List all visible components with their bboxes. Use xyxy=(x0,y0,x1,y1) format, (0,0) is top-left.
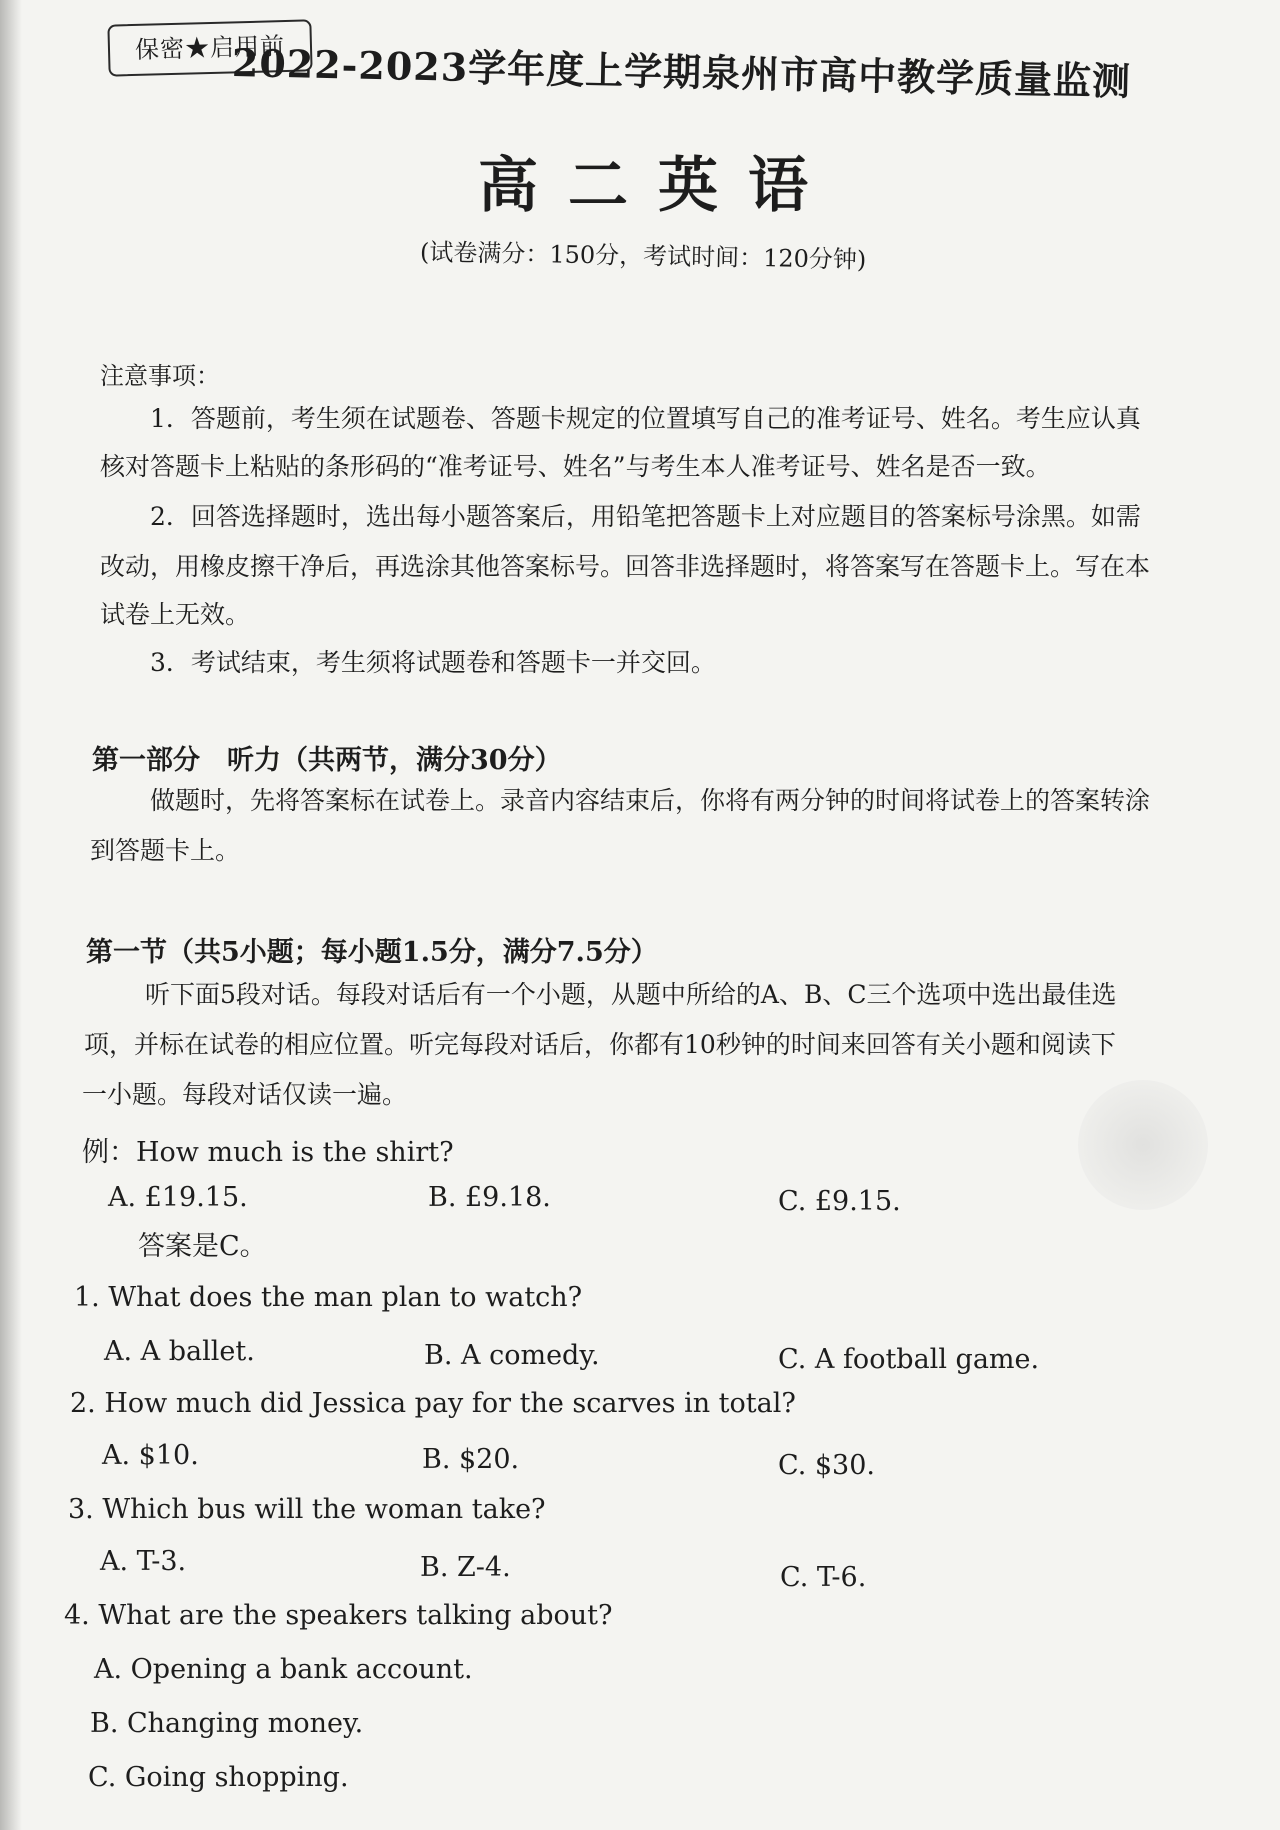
question-3: 3. Which bus will the woman take? xyxy=(68,1494,546,1525)
section1-heading: 第一节（共5小题；每小题1.5分，满分7.5分） xyxy=(86,937,658,968)
section1-line: 听下面5段对话。每段对话后有一个小题，从题中所给的A、B、C三个选项中选出最佳选 xyxy=(145,980,1117,1009)
question-4-option-c: C. Going shopping. xyxy=(88,1762,349,1793)
example-answer: 答案是C。 xyxy=(138,1231,267,1262)
confidential-label: 保密★启用前 xyxy=(107,19,312,76)
question-2: 2. How much did Jessica pay for the scarves in total? xyxy=(70,1388,796,1419)
question-3-option-c: C. T-6. xyxy=(780,1562,867,1593)
question-1-option-a: A. A ballet. xyxy=(104,1336,255,1367)
example-option-b: B. £9.18. xyxy=(428,1182,551,1213)
exam-info: (试卷满分：150分，考试时间：120分钟) xyxy=(419,238,867,274)
example-question: 例：How much is the shirt? xyxy=(82,1137,454,1168)
question-1: 1. What does the man plan to watch? xyxy=(74,1282,583,1313)
exam-title: 2022-2023学年度上学期泉州市高中教学质量监测 xyxy=(231,40,1132,104)
question-2-option-b: B. $20. xyxy=(422,1444,520,1475)
notes-line: 1．答题前，考生须在试题卷、答题卡规定的位置填写自己的准考证号、姓名。考生应认真 xyxy=(150,404,1141,433)
notes-line: 2．回答选择题时，选出每小题答案后，用铅笔把答题卡上对应题目的答案标号涂黑。如需 xyxy=(150,502,1141,531)
part1-heading: 第一部分 听力（共两节，满分30分） xyxy=(92,745,562,776)
section1-line: 一小题。每段对话仅读一遍。 xyxy=(82,1080,408,1109)
notes-line: 试卷上无效。 xyxy=(100,600,251,629)
question-4: 4. What are the speakers talking about? xyxy=(64,1600,613,1631)
faded-stamp xyxy=(1078,1080,1208,1210)
example-option-a: A. £19.15. xyxy=(108,1182,248,1213)
question-2-option-c: C. $30. xyxy=(778,1450,875,1481)
notes-line: 核对答题卡上粘贴的条形码的“准考证号、姓名”与考生本人准考证号、姓名是否一致。 xyxy=(100,452,1051,481)
question-2-option-a: A. $10. xyxy=(102,1440,199,1471)
part1-line: 到答题卡上。 xyxy=(90,836,241,865)
example-option-c: C. £9.15. xyxy=(778,1186,901,1217)
question-1-option-c: C. A football game. xyxy=(778,1344,1040,1375)
question-4-option-a: A. Opening a bank account. xyxy=(94,1654,473,1685)
notes-line: 改动，用橡皮擦干净后，再选涂其他答案标号。回答非选择题时，将答案写在答题卡上。写在本 xyxy=(100,552,1151,581)
notes-line: 3．考试结束，考生须将试题卷和答题卡一并交回。 xyxy=(150,648,716,677)
notes-heading: 注意事项： xyxy=(100,362,220,390)
section1-line: 项，并标在试卷的相应位置。听完每段对话后，你都有10秒钟的时间来回答有关小题和阅读下 xyxy=(84,1030,1116,1059)
question-3-option-a: A. T-3. xyxy=(100,1546,187,1577)
part1-line: 做题时，先将答案标在试卷上。录音内容结束后，你将有两分钟的时间将试卷上的答案转涂 xyxy=(150,786,1151,815)
question-4-option-b: B. Changing money. xyxy=(90,1708,364,1739)
question-1-option-b: B. A comedy. xyxy=(424,1340,600,1371)
subject-title: 高二英语 xyxy=(478,151,838,221)
question-3-option-b: B. Z-4. xyxy=(420,1552,511,1583)
